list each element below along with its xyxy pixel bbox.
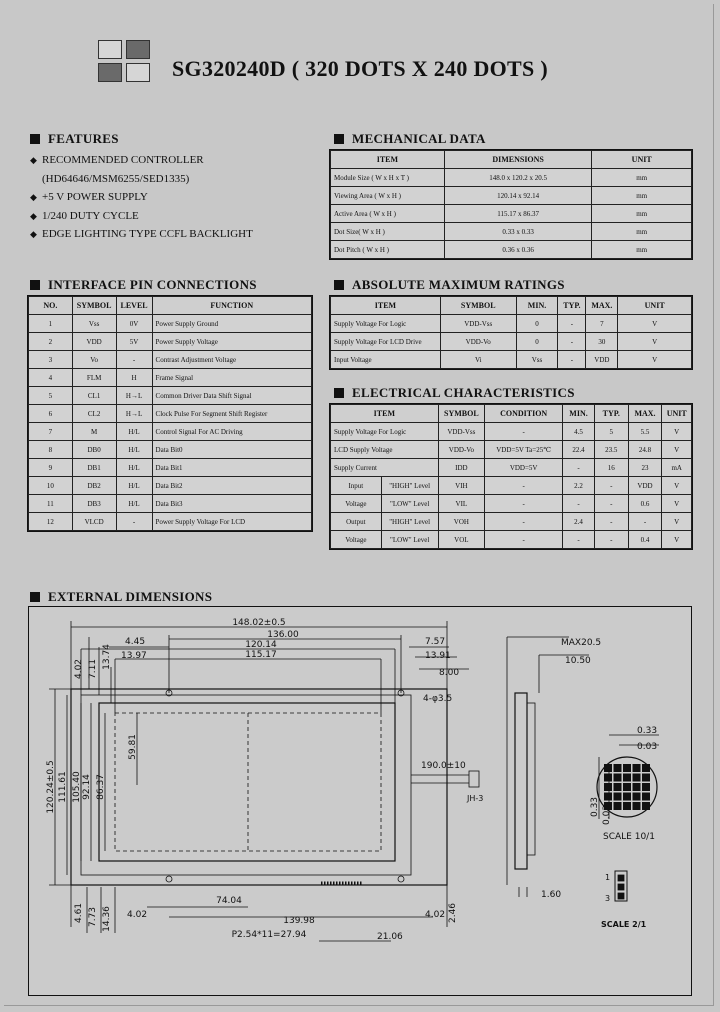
dim-h-11161: 111.61	[58, 771, 68, 803]
lcd-dot	[604, 793, 612, 801]
table-cell: mm	[592, 241, 692, 259]
dim-r-757: 7.57	[425, 637, 446, 647]
table-cell: Supply Voltage For Logic	[331, 315, 441, 333]
absolute-table	[330, 296, 692, 369]
table-cell: 7	[586, 315, 618, 333]
table-cell: Common Driver Data Shift Signal	[152, 387, 311, 405]
table-cell: mm	[592, 187, 692, 205]
lcd-dot	[623, 802, 631, 810]
lcd-dot	[604, 783, 612, 791]
table-cell: -	[563, 531, 595, 549]
table-row	[331, 513, 692, 531]
table-row	[331, 315, 692, 333]
lcd-dot	[614, 783, 622, 791]
feature-text: (HD64646/MSM6255/SED1335)	[42, 172, 190, 185]
dim-cable: 190.0±10	[421, 761, 466, 771]
table-cell: 5	[29, 387, 73, 405]
table-cell: "HIGH" Level	[381, 477, 438, 495]
table-cell: Dot Size( W x H )	[331, 223, 445, 241]
absolute-heading-label: ABSOLUTE MAXIMUM RATINGS	[352, 277, 565, 292]
dimension-drawing	[28, 606, 692, 996]
dim-side-1050: 10.50	[565, 656, 591, 666]
mechanical-heading	[334, 131, 486, 147]
table-cell: VIL	[438, 495, 484, 513]
dim-h-total: 120.24±0.5	[46, 760, 56, 814]
table-cell: "LOW" Level	[381, 495, 438, 513]
feature-text: +5 V POWER SUPPLY	[42, 191, 148, 203]
dim-r-1391: 13.91	[425, 651, 451, 661]
table-row	[331, 333, 692, 351]
bullet-diamond-icon: ◆	[30, 210, 37, 221]
external-heading-label: EXTERNAL DIMENSIONS	[48, 589, 213, 604]
section-square-icon	[334, 388, 344, 398]
table-row	[29, 387, 312, 405]
table-cell: -	[558, 315, 586, 333]
dim-pitch: P2.54*11=27.94	[231, 930, 307, 940]
section-square-icon	[30, 280, 40, 290]
table-cell: VLCD	[72, 513, 116, 531]
table-cell: 5	[594, 423, 628, 441]
table-cell: Frame Signal	[152, 369, 311, 387]
table-cell: -	[485, 513, 563, 531]
table-cell: 2.4	[563, 513, 595, 531]
table-cell: M	[72, 423, 116, 441]
dim-w-total: 148.02±0.5	[232, 618, 286, 628]
table-cell: -	[485, 423, 563, 441]
lcd-dot	[614, 764, 622, 772]
table-row	[331, 423, 692, 441]
table-row	[331, 477, 692, 495]
table-cell: -	[563, 459, 595, 477]
table-cell: Input Voltage	[331, 351, 441, 369]
dim-b-13998: 139.98	[283, 916, 315, 926]
table-cell: H/L	[116, 441, 152, 459]
dim-b-402l: 4.02	[127, 910, 148, 920]
dim-h-10540: 105.40	[72, 771, 82, 803]
table-cell: -	[485, 495, 563, 513]
table-row	[29, 441, 312, 459]
feature-item	[30, 151, 253, 170]
dim-b-246: 2.46	[448, 902, 458, 924]
table-cell: 5.5	[628, 423, 662, 441]
lcd-dot	[633, 774, 641, 782]
table-cell: CL2	[72, 405, 116, 423]
dim-r-800: 8.00	[439, 668, 460, 678]
table-cell: Data Bit0	[152, 441, 311, 459]
table-cell: H→L	[116, 405, 152, 423]
table-cell: V	[662, 423, 692, 441]
column-header: FUNCTION	[152, 297, 311, 315]
interface-heading	[30, 277, 257, 293]
scale-2: SCALE 2/1	[601, 920, 647, 929]
table-cell: VDD	[72, 333, 116, 351]
table-cell: V	[618, 333, 692, 351]
table-cell: Dot Pitch ( W x H )	[331, 241, 445, 259]
lcd-dot	[633, 793, 641, 801]
table-cell: DB1	[72, 459, 116, 477]
dim-conn: JH-3	[467, 794, 484, 803]
table-cell: Clock Pulse For Segment Shift Register	[152, 405, 311, 423]
table-row	[331, 495, 692, 513]
table-cell: VDD=5V Ta=25℃	[485, 441, 563, 459]
table-cell: 0.33 x 0.33	[444, 223, 592, 241]
table-cell: Viewing Area ( W x H )	[331, 187, 445, 205]
table-row	[29, 315, 312, 333]
table-cell: VOH	[438, 513, 484, 531]
table-row	[29, 477, 312, 495]
table-cell: -	[594, 513, 628, 531]
table-cell: -	[116, 513, 152, 531]
table-cell: VDD	[628, 477, 662, 495]
table-cell: Power Supply Voltage For LCD	[152, 513, 311, 531]
table-cell: 2.2	[563, 477, 595, 495]
table-row	[29, 423, 312, 441]
column-header: UNIT	[618, 297, 692, 315]
table-row	[331, 441, 692, 459]
table-cell: -	[485, 531, 563, 549]
table-cell: VDD-Vss	[438, 423, 484, 441]
features-heading-label: FEATURES	[48, 131, 119, 146]
table-cell: Contrast Adjustment Voltage	[152, 351, 311, 369]
table-cell: 23.5	[594, 441, 628, 459]
table-cell: Vo	[72, 351, 116, 369]
column-header: SYMBOL	[440, 297, 516, 315]
dim-t-402: 4.02	[74, 658, 84, 680]
feature-item	[30, 188, 253, 207]
column-header: DIMENSIONS	[444, 151, 592, 169]
table-cell: -	[594, 495, 628, 513]
table-cell: 22.4	[563, 441, 595, 459]
table-cell: H/L	[116, 459, 152, 477]
table-cell: Vss	[516, 351, 558, 369]
table-cell: -	[594, 531, 628, 549]
table-cell: 4.5	[563, 423, 595, 441]
dim-h-9214: 92.14	[82, 774, 92, 800]
table-row	[29, 459, 312, 477]
table-cell: IDD	[438, 459, 484, 477]
table-cell: Voltage	[331, 495, 382, 513]
table-cell: Active Area ( W x H )	[331, 205, 445, 223]
dim-b-402r: 4.02	[425, 910, 446, 920]
section-square-icon	[334, 134, 344, 144]
mechanical-heading-label: MECHANICAL DATA	[352, 131, 486, 146]
table-cell: H/L	[116, 495, 152, 513]
side-view	[507, 637, 589, 897]
table-cell: 11	[29, 495, 73, 513]
dim-l-445: 4.45	[125, 637, 146, 647]
table-cell: H	[116, 369, 152, 387]
table-cell: Data Bit1	[152, 459, 311, 477]
dim-w-136: 136.00	[267, 630, 299, 640]
column-header: UNIT	[592, 151, 692, 169]
table-cell: 6	[29, 405, 73, 423]
table-cell: V	[662, 477, 692, 495]
dim-dot-033v: 0.33	[590, 796, 600, 818]
table-cell: DB0	[72, 441, 116, 459]
column-header: MIN.	[563, 405, 595, 423]
dim-t-1374: 13.74	[102, 644, 112, 670]
section-square-icon	[334, 280, 344, 290]
column-header: SYMBOL	[438, 405, 484, 423]
bullet-diamond-icon: ◆	[30, 155, 37, 165]
lcd-dot	[623, 793, 631, 801]
module-outline	[71, 689, 447, 885]
lcd-dot	[623, 783, 631, 791]
table-cell: 8	[29, 441, 73, 459]
table-row	[331, 169, 692, 187]
section-square-icon	[30, 592, 40, 602]
dim-t-711: 7.11	[88, 658, 98, 680]
table-cell: mm	[592, 223, 692, 241]
table-cell: mA	[662, 459, 692, 477]
mount-hole	[166, 876, 172, 882]
table-cell: -	[558, 351, 586, 369]
dim-b-773: 7.73	[88, 906, 98, 928]
lcd-dot	[633, 802, 641, 810]
table-cell: DB3	[72, 495, 116, 513]
lcd-dot	[623, 764, 631, 772]
interface-heading-label: INTERFACE PIN CONNECTIONS	[48, 277, 257, 292]
dim-b-1436: 14.36	[102, 906, 112, 932]
mechanical-table	[330, 150, 692, 259]
dim-dot-033: 0.33	[637, 726, 658, 736]
table-cell: 12	[29, 513, 73, 531]
cable-connector	[469, 771, 479, 787]
table-cell: 3	[29, 351, 73, 369]
table-cell: 0V	[116, 315, 152, 333]
table-cell: VOL	[438, 531, 484, 549]
table-cell: Power Supply Voltage	[152, 333, 311, 351]
dim-b-461: 4.61	[74, 902, 84, 924]
company-logo	[98, 40, 152, 84]
lcd-dot	[642, 764, 650, 772]
table-cell: 9	[29, 459, 73, 477]
feature-item	[30, 170, 253, 189]
section-square-icon	[30, 134, 40, 144]
table-cell: 148.0 x 120.2 x 20.5	[444, 169, 592, 187]
lcd-dot	[614, 802, 622, 810]
table-cell: CL1	[72, 387, 116, 405]
table-cell: 0	[516, 315, 558, 333]
table-cell: -	[116, 351, 152, 369]
dim-h-5981: 59.81	[128, 734, 138, 760]
lcd-dot	[604, 764, 612, 772]
pin-detail	[615, 871, 627, 901]
table-row	[29, 495, 312, 513]
table-cell: Data Bit3	[152, 495, 311, 513]
table-cell: -	[485, 477, 563, 495]
dim-hole: 4-φ3.5	[423, 694, 453, 704]
table-cell: H/L	[116, 423, 152, 441]
table-cell: FLM	[72, 369, 116, 387]
features-heading	[30, 131, 119, 147]
table-cell: 24.8	[628, 441, 662, 459]
column-header: MAX.	[586, 297, 618, 315]
table-row	[331, 531, 692, 549]
table-cell: -	[594, 477, 628, 495]
active-area	[115, 713, 381, 851]
dim-dot-003v: 0.03	[602, 804, 612, 826]
dim-b-7404: 74.04	[216, 896, 242, 906]
table-cell: Supply Current	[331, 459, 439, 477]
dim-l-1397: 13.97	[121, 651, 147, 661]
table-row	[331, 241, 692, 259]
table-cell: H/L	[116, 477, 152, 495]
dim-w-active: 115.17	[245, 650, 277, 660]
table-row	[29, 333, 312, 351]
table-cell: 0	[516, 333, 558, 351]
scale-10: SCALE 10/1	[603, 832, 655, 842]
column-header: ITEM	[331, 405, 439, 423]
lcd-dot	[633, 764, 641, 772]
bullet-diamond-icon: ◆	[30, 229, 37, 239]
table-cell: VDD-Vss	[440, 315, 516, 333]
table-cell: -	[628, 513, 662, 531]
dim-w-view: 120.14	[245, 640, 277, 650]
table-cell: Data Bit2	[152, 477, 311, 495]
electrical-table	[330, 404, 692, 549]
table-cell: VDD=5V	[485, 459, 563, 477]
table-cell: V	[662, 441, 692, 459]
lcd-dot	[642, 802, 650, 810]
column-header: ITEM	[331, 151, 445, 169]
column-header: TYP.	[594, 405, 628, 423]
electrical-heading-label: ELECTRICAL CHARACTERISTICS	[352, 385, 575, 400]
column-header: UNIT	[662, 405, 692, 423]
table-cell: "HIGH" Level	[381, 513, 438, 531]
lcd-dot	[614, 793, 622, 801]
table-cell: Voltage	[331, 531, 382, 549]
dim-b-2106: 21.06	[377, 932, 403, 942]
table-cell: VDD-Vo	[438, 441, 484, 459]
dim-dot-003: 0.03	[637, 742, 658, 752]
lcd-dot	[614, 774, 622, 782]
table-cell: mm	[592, 205, 692, 223]
table-row	[29, 369, 312, 387]
table-cell: Input	[331, 477, 382, 495]
table-cell: 10	[29, 477, 73, 495]
lcd-dot	[642, 783, 650, 791]
feature-text: 1/240 DUTY CYCLE	[42, 209, 139, 222]
table-cell: Control Signal For AC Driving	[152, 423, 311, 441]
feature-item	[30, 207, 253, 226]
interface-table	[28, 296, 312, 531]
table-cell: LCD Supply Voltage	[331, 441, 439, 459]
table-cell: 0.36 x 0.36	[444, 241, 592, 259]
table-cell: "LOW" Level	[381, 531, 438, 549]
table-cell: V	[662, 513, 692, 531]
column-header: LEVEL	[116, 297, 152, 315]
table-cell: V	[618, 315, 692, 333]
table-cell: 5V	[116, 333, 152, 351]
feature-item	[30, 225, 253, 244]
table-cell: Supply Voltage For LCD Drive	[331, 333, 441, 351]
table-cell: 7	[29, 423, 73, 441]
feature-text: EDGE LIGHTING TYPE CCFL BACKLIGHT	[42, 228, 253, 240]
table-cell: Supply Voltage For Logic	[331, 423, 439, 441]
column-header: CONDITION	[485, 405, 563, 423]
table-cell: VDD	[586, 351, 618, 369]
table-cell: VIH	[438, 477, 484, 495]
column-header: MIN.	[516, 297, 558, 315]
lcd-dot	[623, 774, 631, 782]
feature-text: RECOMMENDED CONTROLLER	[42, 154, 204, 166]
table-cell: H→L	[116, 387, 152, 405]
bullet-diamond-icon: ◆	[30, 192, 37, 202]
table-cell: 2	[29, 333, 73, 351]
electrical-heading	[334, 385, 575, 401]
table-row	[29, 405, 312, 423]
table-cell: 0.6	[628, 495, 662, 513]
dim-side-max: MAX20.5	[561, 638, 602, 648]
table-row	[29, 351, 312, 369]
table-row	[331, 351, 692, 369]
lcd-dot	[642, 793, 650, 801]
table-cell: V	[662, 495, 692, 513]
table-cell: Vss	[72, 315, 116, 333]
table-cell: Vi	[440, 351, 516, 369]
table-cell: 120.14 x 92.14	[444, 187, 592, 205]
table-cell: V	[618, 351, 692, 369]
table-row	[331, 205, 692, 223]
lcd-dot	[642, 774, 650, 782]
table-cell: DB2	[72, 477, 116, 495]
pin-1-label: 1	[605, 873, 611, 882]
table-cell: Module Size ( W x H x T )	[331, 169, 445, 187]
table-cell: 4	[29, 369, 73, 387]
table-cell: 0.4	[628, 531, 662, 549]
table-cell: 16	[594, 459, 628, 477]
dimension-svg	[29, 607, 693, 997]
table-row	[331, 459, 692, 477]
dim-side-160: 1.60	[541, 890, 562, 900]
absolute-heading	[334, 277, 565, 293]
table-cell: mm	[592, 169, 692, 187]
lcd-dot	[633, 783, 641, 791]
page-title: SG320240D ( 320 DOTS X 240 DOTS )	[172, 56, 548, 81]
table-cell: -	[558, 333, 586, 351]
table-cell: 23	[628, 459, 662, 477]
features-list	[30, 151, 253, 244]
table-cell: 30	[586, 333, 618, 351]
table-cell: -	[563, 495, 595, 513]
table-row	[29, 513, 312, 531]
table-cell: V	[662, 531, 692, 549]
column-header: MAX.	[628, 405, 662, 423]
table-cell: Output	[331, 513, 382, 531]
column-header: ITEM	[331, 297, 441, 315]
table-cell: Power Supply Ground	[152, 315, 311, 333]
table-cell: 1	[29, 315, 73, 333]
table-row	[331, 187, 692, 205]
column-header: NO.	[29, 297, 73, 315]
column-header: SYMBOL	[72, 297, 116, 315]
pin-3-label: 3	[605, 894, 611, 903]
lcd-dot	[604, 774, 612, 782]
bezel-outline	[81, 695, 411, 875]
column-header: TYP.	[558, 297, 586, 315]
viewing-area	[99, 703, 395, 861]
table-cell: 115.17 x 86.37	[444, 205, 592, 223]
external-heading	[30, 589, 212, 605]
table-cell: VDD-Vo	[440, 333, 516, 351]
dim-h-8637: 86.37	[96, 774, 106, 800]
mount-hole	[398, 876, 404, 882]
table-row	[331, 223, 692, 241]
